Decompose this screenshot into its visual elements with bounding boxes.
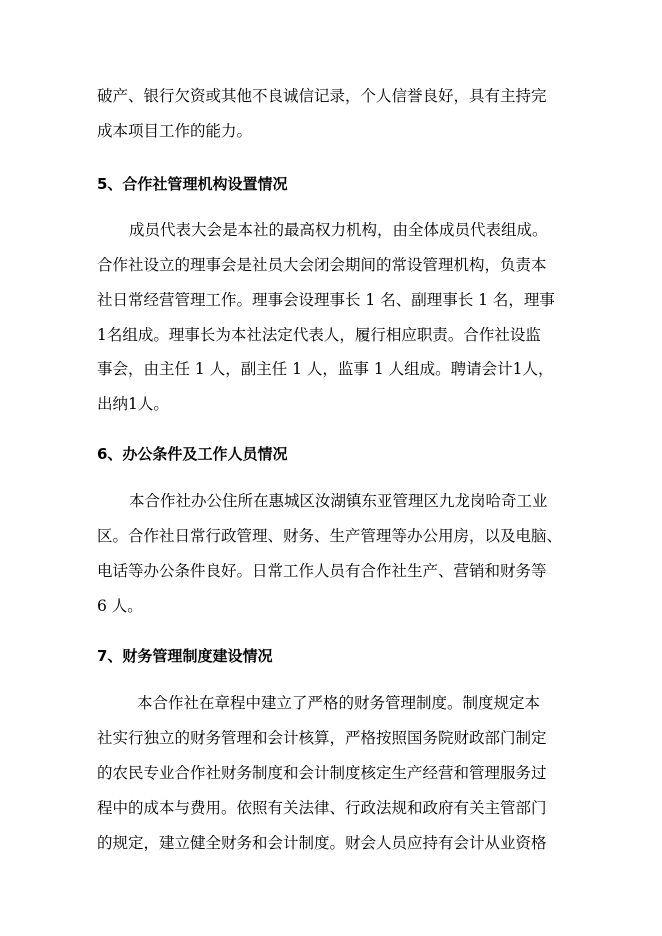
paragraph-line: 合作社设立的理事会是社员大会闭会期间的常设管理机构，负责本 xyxy=(97,256,547,274)
paragraph-line: 程中的成本与费用。依照有关法律、行政法规和政府有关主管部门 xyxy=(97,799,547,817)
paragraph-line: 本合作社在章程中建立了严格的财务管理制度。制度规定本 xyxy=(137,694,541,712)
paragraph-line: 社实行独立的财务管理和会计核算，严格按照国务院财政部门制定 xyxy=(97,729,547,747)
paragraph-line: 破产、银行欠资或其他不良诚信记录，个人信誉良好，具有主持完 xyxy=(97,87,547,105)
paragraph-line: 成员代表大会是本社的最高权力机构，由全体成员代表组成。 xyxy=(129,221,548,239)
paragraph-line: 的规定，建立健全财务和会计制度。财会人员应持有会计从业资格 xyxy=(97,834,547,852)
section-heading-6: 6、办公条件及工作人员情况 xyxy=(97,445,288,463)
paragraph-line: 区。合作社日常行政管理、财务、生产管理等办公用房，以及电脑、 xyxy=(97,527,563,545)
paragraph-line: 事会，由主任 1 人，副主任 1 人，监事 1 人组成。聘请会计1人， xyxy=(97,360,554,378)
paragraph-line: 6 人。 xyxy=(97,597,143,615)
paragraph-line: 1名组成。理事长为本社法定代表人，履行相应职责。合作社设监 xyxy=(97,326,541,344)
paragraph-line: 成本项目工作的能力。 xyxy=(97,122,253,140)
section-heading-5: 5、合作社管理机构设置情况 xyxy=(97,175,288,193)
paragraph-line: 本合作社办公住所在惠城区汝湖镇东亚管理区九龙岗哈奇工业 xyxy=(129,492,548,510)
paragraph-line: 电话等办公条件良好。日常工作人员有合作社生产、营销和财务等 xyxy=(97,562,547,580)
section-heading-7: 7、财务管理制度建设情况 xyxy=(97,647,273,665)
paragraph-line: 社日常经营管理工作。理事会设理事长 1 名、副理事长 1 名，理事 xyxy=(97,291,555,309)
paragraph-line: 出纳1人。 xyxy=(97,395,169,413)
paragraph-line: 的农民专业合作社财务制度和会计制度核定生产经营和管理服务过 xyxy=(97,764,547,782)
